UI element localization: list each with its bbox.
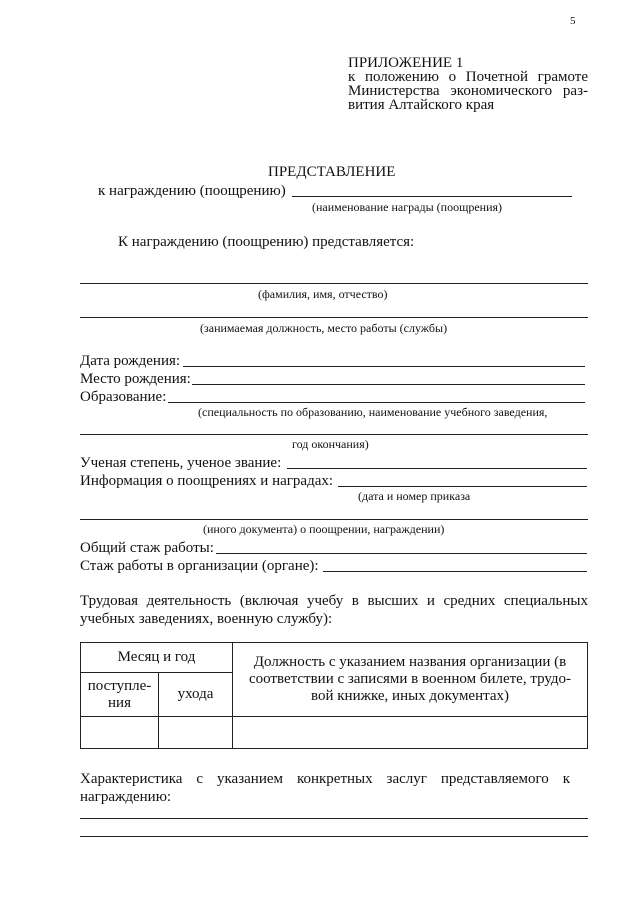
entry-cell[interactable] xyxy=(81,717,159,749)
characteristic-field-2[interactable] xyxy=(80,836,588,837)
birth-place-field[interactable] xyxy=(192,384,585,385)
education-field-2[interactable] xyxy=(80,434,588,435)
exit-cell[interactable] xyxy=(159,717,233,749)
position-caption: (занимаемая должность, место работы (службы) xyxy=(200,321,448,335)
degree-field[interactable] xyxy=(287,468,587,469)
birth-date-label: Дата рождения: xyxy=(80,353,181,369)
appendix-line-3: вития Алтайского края xyxy=(348,97,495,113)
entry-header: поступле-ния xyxy=(81,673,159,717)
total-experience-field[interactable] xyxy=(216,553,587,554)
awards-info-field[interactable] xyxy=(338,486,587,487)
fio-caption: (фамилия, имя, отчество) xyxy=(258,287,388,301)
fio-field[interactable] xyxy=(80,283,588,284)
birth-place-label: Место рождения: xyxy=(80,371,191,387)
org-experience-field[interactable] xyxy=(323,571,587,572)
characteristic-field-1[interactable] xyxy=(80,818,588,819)
total-experience-label: Общий стаж работы: xyxy=(80,540,214,556)
awards-caption-1: (дата и номер приказа xyxy=(358,489,471,503)
exit-header: ухода xyxy=(159,673,233,717)
month-year-header: Месяц и год xyxy=(81,643,233,673)
education-caption-1: (специальность по образованию, наименование учебного заведения, xyxy=(198,405,548,419)
position-field[interactable] xyxy=(80,317,588,318)
awards-info-label: Информация о поощрениях и наградах: xyxy=(80,473,334,489)
appendix-line-1: к положению о Почетной грамоте xyxy=(348,69,588,85)
birth-date-field[interactable] xyxy=(183,366,585,367)
work-activity-line-2: учебных заведениях, военную службу): xyxy=(80,611,333,627)
presented-label: К награждению (поощрению) представляется: xyxy=(118,234,415,250)
page-number: 5 xyxy=(570,15,576,27)
appendix-line-2: Министерства экономического раз- xyxy=(348,83,588,99)
work-activity-line-1: Трудовая деятельность (включая учебу в высших и средних специальных xyxy=(80,593,588,609)
awards-caption-2: (иного документа) о поощрении, награждении) xyxy=(203,522,445,536)
appendix-title: ПРИЛОЖЕНИЕ 1 xyxy=(348,55,464,71)
form-title: ПРЕДСТАВЛЕНИЕ xyxy=(268,164,396,180)
characteristic-line-1: Характеристика с указанием конкретных заслуг представляемого к xyxy=(80,771,570,787)
education-label: Образование: xyxy=(80,389,167,405)
degree-label: Ученая степень, ученое звание: xyxy=(80,455,282,471)
position-cell[interactable] xyxy=(233,717,588,749)
award-caption: (наименование награды (поощрения) xyxy=(312,200,503,214)
award-label: к награждению (поощрению) xyxy=(98,183,286,199)
org-experience-label: Стаж работы в организации (органе): xyxy=(80,558,319,574)
characteristic-line-2: награждению: xyxy=(80,789,172,805)
position-header: Должность с указанием названия организации (в соответствии с записями в военном билете, трудо-вой книжке, иных документах) xyxy=(233,643,588,717)
education-field[interactable] xyxy=(168,402,585,403)
awards-info-field-2[interactable] xyxy=(80,519,588,520)
award-field[interactable] xyxy=(292,196,572,197)
work-history-table xyxy=(80,642,588,749)
education-caption-2: год окончания) xyxy=(292,437,369,451)
